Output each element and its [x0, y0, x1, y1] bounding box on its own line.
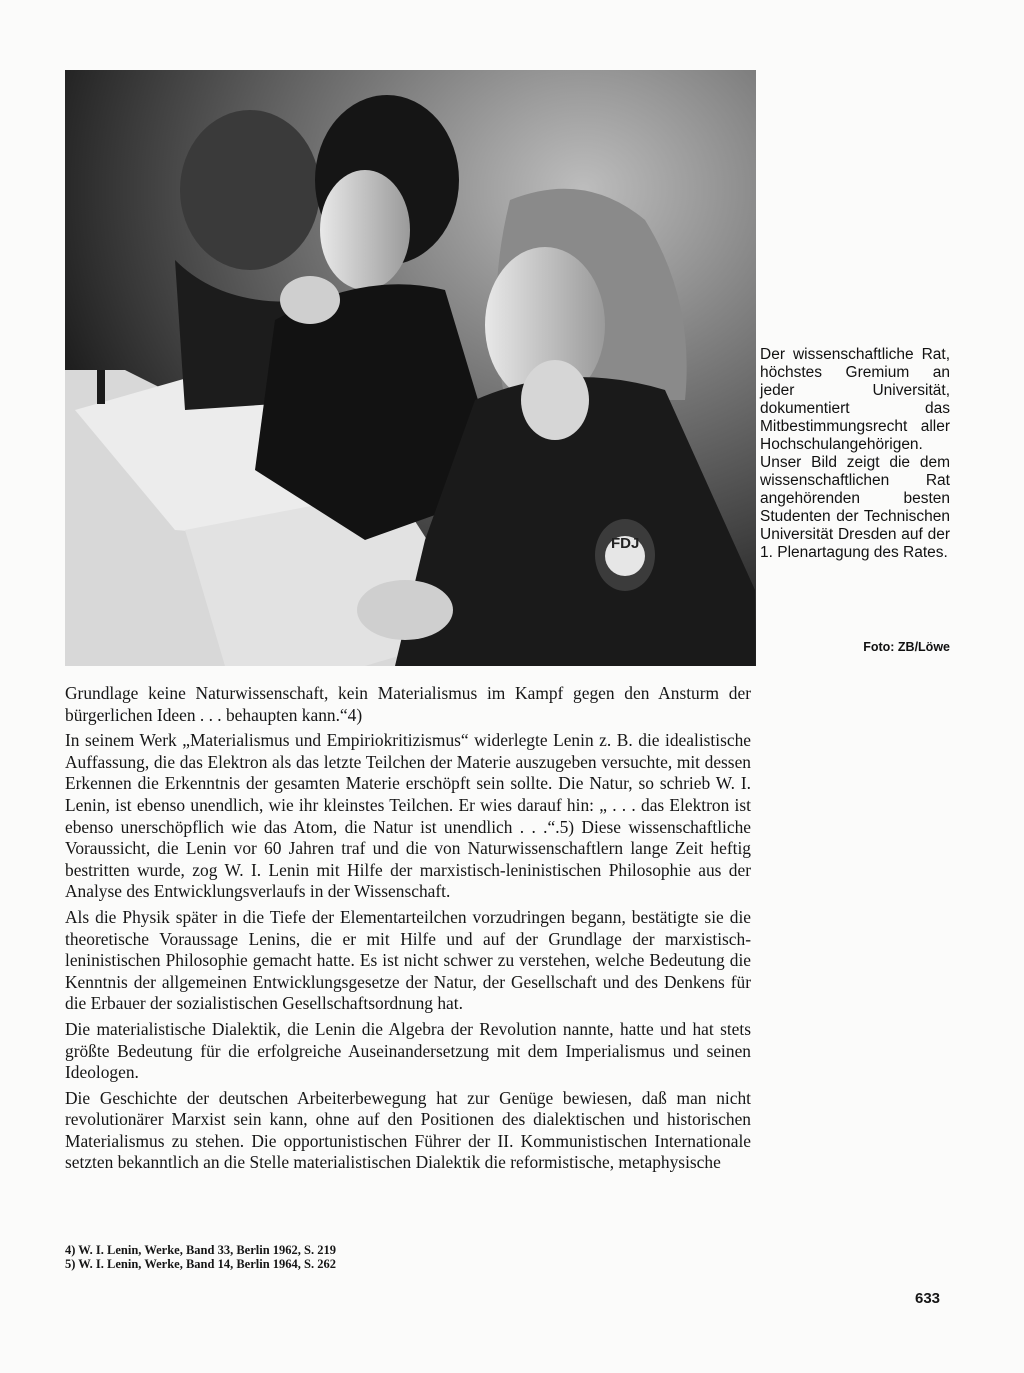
paragraph: In seinem Werk „Materialismus und Empiriokritizismus“ widerlegte Lenin z. B. die idealistische Auffassung, die das Elektron als das letzte Teilchen der Materie auszugeben versuchte, mit dessen Erkennen die Erkenntnis der gesamten Materie erschöpft sein sollte. Die Natur, so schrieb W. I. Lenin, ist ebenso unendlich, wie ihr kleinstes Teilchen. Er wies darauf hin: „ . . . das Elektron ist ebenso unerschöpflich wie das Atom, die Natur ist unendlich . . .“.5) Diese wissenschaftliche Voraussicht, die Lenin vor 60 Jahren traf und die von Naturwissenschaftlern lange Zeit heftig bestritten wurde, zog W. I. Lenin mit Hilfe der marxistisch-leninistischen Philosophie aus der Analyse des Entwicklungsverlaufs in der Wissenschaft.	[65, 730, 751, 902]
paragraph: Die materialistische Dialektik, die Lenin die Algebra der Revolution nannte, hatte und hat stets größte Bedeutung für die erfolgreiche Auseinandersetzung mit dem Imperialismus und seinen Ideologen.	[65, 1018, 751, 1083]
photograph-students-council	[65, 70, 756, 666]
paragraph: Grundlage keine Naturwissenschaft, kein Materialismus im Kampf gegen den Ansturm der bürgerlichen Ideen . . . behaupten kann.“4)	[65, 683, 751, 725]
footnote: 4) W. I. Lenin, Werke, Band 33, Berlin 1962, S. 219	[65, 1243, 336, 1257]
photo-credit: Foto: ZB/Löwe	[863, 640, 950, 654]
paragraph: Als die Physik später in die Tiefe der Elementarteilchen vorzudringen begann, bestätigte sie die theoretische Voraussage Lenins, die er mit Hilfe und auf der Grundlage der marxistisch-leninistischen Philosophie gemacht hatte. Es ist nicht schwer zu verstehen, welche Bedeutung die Kenntnis der allgemeinen Entwicklungsgesetze der Natur, der Gesellschaft und des Denkens für die Erbauer der sozialistischen Gesellschaftsordnung hat.	[65, 906, 751, 1014]
article-body	[65, 683, 751, 1178]
footnotes	[65, 1243, 755, 1271]
page-number: 633	[915, 1290, 941, 1307]
fdj-badge-label: FDJ	[611, 535, 640, 552]
footnote: 5) W. I. Lenin, Werke, Band 14, Berlin 1964, S. 262	[65, 1257, 336, 1271]
photo-caption	[760, 346, 950, 562]
paragraph: Die Geschichte der deutschen Arbeiterbewegung hat zur Genüge bewiesen, daß man nicht revolutionärer Marxist sein kann, ohne auf den Positionen des dialektischen und historischen Materialismus zu stehen. Die opportunistischen Führer der II. Kommunistischen Internationale setzten bekanntlich an die Stelle materialistischen Dialektik die reformistische, metaphysische	[65, 1087, 751, 1173]
photo-illustration	[65, 70, 756, 666]
caption-text: Der wissenschaftliche Rat, höchstes Gremium an jeder Universität, dokumentiert das Mitbestimmungsrecht aller Hochschulangehörigen. Unser Bild zeigt die dem wissenschaftlichen Rat angehörenden besten Studenten der Technischen Universität Dresden auf der 1. Plenartagung des Rates.	[760, 346, 950, 561]
